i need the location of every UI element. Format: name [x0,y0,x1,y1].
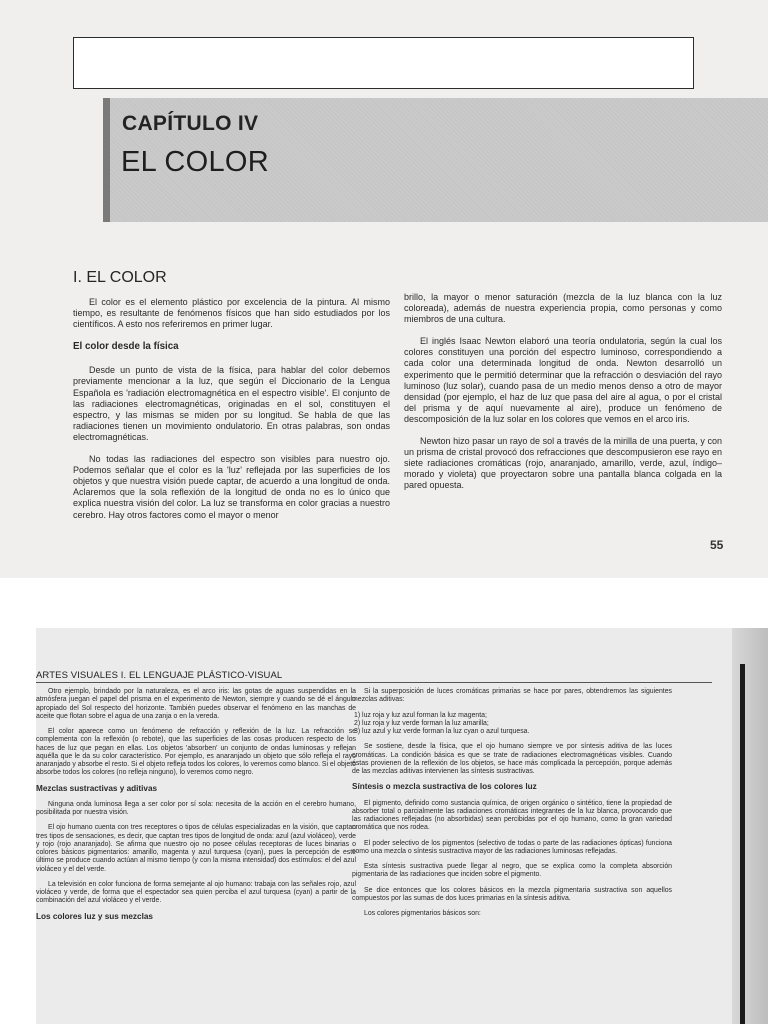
page-56 [36,628,768,1024]
subheading: El color desde la física [73,341,179,353]
book-spine [740,664,745,1024]
paragraph: Esta síntesis sustractiva puede llegar al negro, que se explica como la completa absorción pigmentaria de las radiaciones que inciden sobre el pigmento. [352,863,672,879]
header-rule [36,682,712,683]
list-item: 1) luz roja y luz azul forman la luz magenta; [354,711,487,719]
paragraph: El pigmento, definido como sustancia química, de origen orgánico o sintético, tiene la propiedad de absorber total o parcialmente las radiaciones cromáticas integrantes de la luz blanca, provocando que las radiaciones reflejadas (no absorbidas) sean percibidas por el ojo humano, como la gran variedad cromática que nos rodea. [352,799,672,832]
subheading: Mezclas sustractivas y aditivas [36,783,158,793]
paragraph: El inglés Isaac Newton elaboró una teoría ondulatoria, según la cual los colores constituyen una porción del espectro luminoso, correspondiendo a cada color una determinada longitud de onda. Newton desarrolló un experimento que le permitió determinar que la refracción o desviación del rayo luminoso (luz solar), cuando pasa de un medio menos denso a otro de mayor densidad (por ejemplo, el haz de luz que pasa del aire al agua, o por el cristal del prisma y de aquí nuevamente al aire), produce un fenómeno de descomposición de la luz solar en los colores que vemos en el arco iris. [404,336,722,424]
paragraph: Se dice entonces que los colores básicos en la mezcla pigmentaria sustractiva son aquellos compuestos por las sumas de dos luces primarias en la síntesis aditiva. [352,886,672,902]
paragraph: Ninguna onda luminosa llega a ser color por sí sola: necesita de la acción en el cerebro humano, posibilitada por nuestra visión. [36,800,356,816]
page1-left-column [73,297,390,532]
paragraph: Desde un punto de vista de la física, para hablar del color debemos previamente mencionar a la luz, que según el Diccionario de la Lengua Española es 'radiación electromagnética en el espectro visible'. El conjunto de las radiaciones electromagnéticas, originadas en el sol, constituyen el espectro, y las mismas se miden por su longitud. Se habla de que las radiaciones tienen un movimiento ondulatorio. En otras palabras, son ondas electromagnéticas. [73,365,390,442]
subheading: Síntesis o mezcla sustractiva de los colores luz [352,782,537,792]
paragraph: Se sostiene, desde la física, que el ojo humano siempre ve por síntesis aditiva de las luces cromáticas. La condición básica es que se trate de radiaciones electromagnéticas visibles. Cuando éstas provienen de la reflexión de los objetos, se hace más complicada la percepción, porque además de las mezclas aditivas intervienen las síntesis sustractivas. [352,743,672,775]
chapter-label: CAPÍTULO IV [122,112,259,135]
list-item: 3) luz azul y luz verde forman la luz cyan o azul turquesa. [354,728,530,735]
paragraph: El poder selectivo de los pigmentos (selectivo de todas o parte de las radiaciones ópticas) funciona como una mezcla o síntesis sustractiva mayor de las radiaciones luminosas reflejadas. [352,839,672,855]
paragraph: brillo, la mayor o menor saturación (mezcla de la luz blanca con la luz coloreada), además de nuestra experiencia propia, como personas y como miembros de una cultura. [404,292,722,325]
mix-list [352,712,672,737]
paragraph: La televisión en color funciona de forma semejante al ojo humano: trabaja con las señales rojo, azul violáceo y verde, de forma que el espectador sea quien perciba el azul turquesa (cyan) a partir de la combinación del azul violáceo y el verde. [36,880,356,905]
paragraph: El color es el elemento plástico por excelencia de la pintura. Al mismo tiempo, es resultante de fenómenos físicos que han sido estudiados por los científicos. A esto nos referiremos en primer lugar. [73,297,390,330]
section-heading: I. EL COLOR [73,269,167,286]
chapter-title: EL COLOR [121,146,269,178]
chapter-banner-accent [103,98,110,222]
page1-right-column [404,292,722,503]
page2-right-column [352,688,672,925]
paragraph: Si la superposición de luces cromáticas primarias se hace por pares, obtendremos las siguientes mezclas aditivas: [352,688,672,704]
paragraph: Los colores pigmentarios básicos son: [364,910,481,917]
page-edge-shadow [732,628,768,1024]
title-box [73,37,694,89]
list-item: 2) luz roja y luz verde forman la luz amarilla; [354,719,489,727]
page-number: 55 [710,538,724,552]
paragraph: No todas las radiaciones del espectro son visibles para nuestro ojo. Podemos señalar que el color es la 'luz' reflejada por las superficies de los objetos y que nuestra visión puede captar, de acuerdo a una longitud de onda. Aclaremos que la sola reflexión de la longitud de onda no es lo único que explica nuestra visión del color. La luz se transforma en color gracias a nuestro cerebro. Hay otros factores como el mayor o menor [73,454,390,520]
paragraph: El ojo humano cuenta con tres receptores o tipos de células especializadas en la visión, que captan tres tipos de sensaciones, es decir, que captan tres tipos de longitud de onda: azul (azul violáceo), verde y rojo (rojo anaranjado). Se afirma que nuestro ojo no posee células receptoras de luces binarias o colores básicos pigmentarios: amarillo, magenta y azul turquesa (cyan), pues la percepción de este último se produce cuando actúan al mismo tiempo (y con la misma intensidad) dos estímulos: el del azul violáceo y el del verde. [36,824,356,873]
page2-left-column [36,688,356,929]
running-header: ARTES VISUALES I. EL LENGUAJE PLÁSTICO-VISUAL [36,670,283,681]
paragraph: Otro ejemplo, brindado por la naturaleza, es el arco iris: las gotas de aguas suspendidas en la atmósfera juegan el papel del prisma en el experimento de Newton, siempre y cuando se dé el ángulo apropiado del Sol respecto del horizonte. También puedes observar el fenómeno en las manchas de aceite que flotan sobre el agua de una zanja o en la vereda. [36,688,356,720]
paragraph: El color aparece como un fenómeno de refracción y reflexión de la luz. La refracción se complementa con la reflexión (o rebote), que las superficies de las cosas producen respecto de los haces de luz que pegan en ellas. Los objetos 'absorben' un conjunto de ondas luminosas y reflejan aquélla que le da su color característico. Por ejemplo, es anaranjado un objeto que sólo refleja el rayo anaranjado y absorbe el resto. Si el objeto refleja todos los colores, lo veremos como blanco. Si el objeto absorbe todos los colores (no refleja ninguno), lo veremos como negro. [36,728,356,777]
subheading: Los colores luz y sus mezclas [36,911,153,921]
paragraph: Newton hizo pasar un rayo de sol a través de la mirilla de una puerta, y con un prisma de cristal provocó dos refracciones que descompusieron ese rayo en siete radiaciones cromáticas (rojo, anaranjado, amarillo, verde, azul, índigo–morado y violeta) que proyectaron sobre una pantalla blanca colgada en la pared opuesta. [404,436,722,491]
